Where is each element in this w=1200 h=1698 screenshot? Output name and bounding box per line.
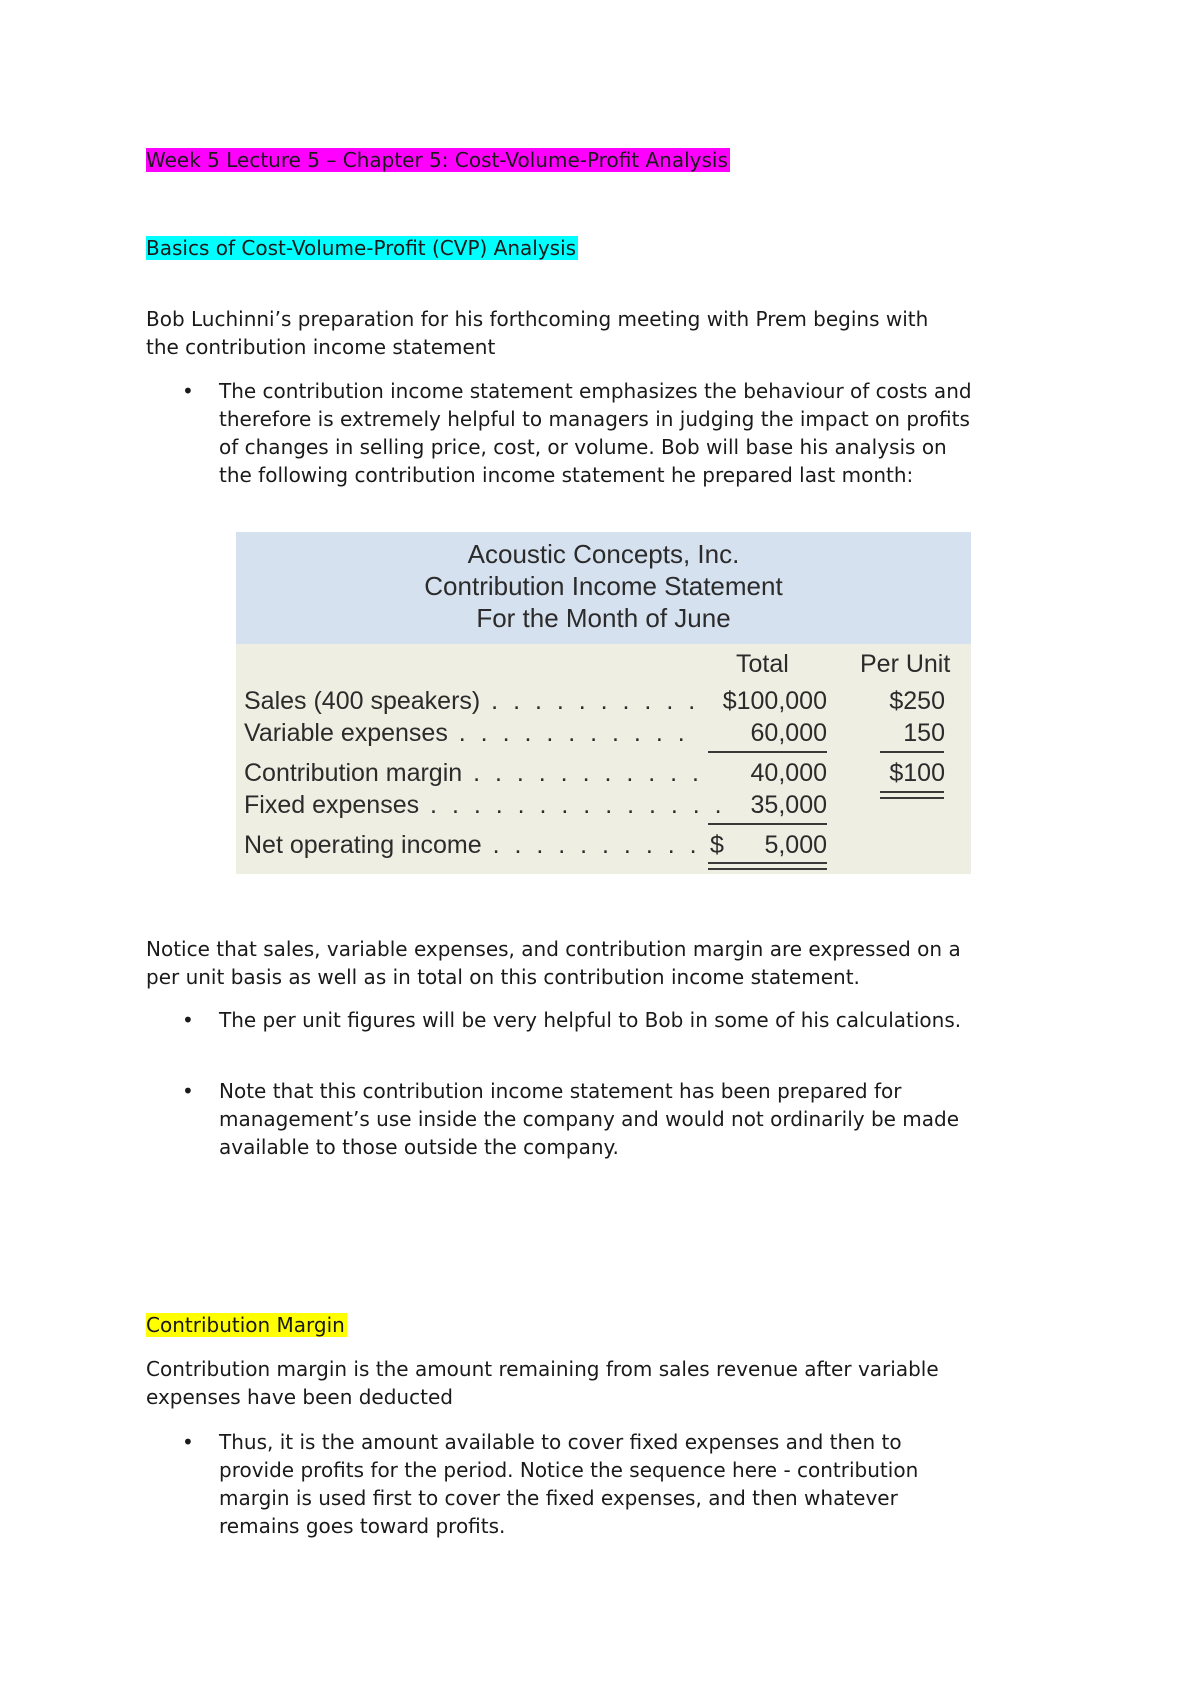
- statement-body: [236, 644, 971, 874]
- contribution-margin-definition: Contribution margin is the amount remaining from sales revenue after variable expenses have been deducted: [146, 1357, 939, 1409]
- notice-paragraph: Notice that sales, variable expenses, and contribution margin are expressed on a per unit basis as well as in total on this contribution income statement.: [146, 937, 961, 989]
- row-label-net-operating-income: Net operating income . . . . . . . . . .: [244, 831, 701, 859]
- row-label-variable-expenses: Variable expenses . . . . . . . . . . .: [244, 719, 689, 747]
- bullet-icon: •: [182, 1079, 194, 1103]
- double-rule-total: [708, 862, 827, 870]
- bullet-icon: •: [182, 1008, 194, 1032]
- column-header-total: Total: [736, 650, 789, 678]
- row-label-sales: Sales (400 speakers) . . . . . . . . . .: [244, 687, 700, 715]
- section-title-contribution-margin: Contribution Margin: [146, 1313, 345, 1337]
- variable-expenses-per-unit: 150: [903, 719, 945, 747]
- row-label-fixed-expenses: Fixed expenses . . . . . . . . . . . . . .: [244, 791, 726, 819]
- intro-paragraph: Bob Luchinni’s preparation for his forthcoming meeting with Prem begins with the contribution income statement: [146, 307, 929, 359]
- sales-total: $100,000: [722, 687, 827, 715]
- statement-header: [236, 532, 971, 644]
- subtotal-rule-fixed: [708, 823, 827, 825]
- double-rule-per-unit: [880, 791, 944, 799]
- fixed-expenses-total: 35,000: [750, 791, 827, 819]
- bullet-icon: •: [182, 1430, 194, 1454]
- contribution-margin-total: 40,000: [750, 759, 827, 787]
- page-heading: Week 5 Lecture 5 – Chapter 5: Cost-Volume-Profit Analysis: [146, 148, 728, 172]
- row-label-contribution-margin: Contribution margin . . . . . . . . . . .: [244, 759, 703, 787]
- net-income-dollar-sign: $: [710, 831, 724, 859]
- section-title-cvp-basics: Basics of Cost-Volume-Profit (CVP) Analysis: [146, 236, 577, 260]
- statement-title: Contribution Income Statement: [424, 571, 783, 601]
- company-name: Acoustic Concepts, Inc.: [467, 539, 740, 569]
- column-header-per-unit: Per Unit: [860, 650, 951, 678]
- bullet-icon: •: [182, 379, 194, 403]
- subtotal-rule-total: [708, 751, 827, 753]
- sales-per-unit: $250: [889, 687, 945, 715]
- document-page: Week 5 Lecture 5 – Chapter 5: Cost-Volume-Profit Analysis Basics of Cost-Volume-Profit (CVP) Analysis Bob Luchinni’s preparation for his forthcoming meeting with Prem begins with the contribution income statement • The contribution income statement emphasizes the behaviour of costs and therefore is extremely helpful to managers in judging the impact on profits of changes in selling price, cost, or volume. Bob will base his analysis on the following contribution income statement he prepared last month: Acoustic Concepts, Inc. Contribution Income Statement For the Month of June Total Per Unit Sales (400 speakers) . . . . . . . . . . $100,000 $250 Variable expenses . . . . . . . . . . . 60,000 150 Contribution margin . . . . . . . . . . . 40,000 $100 Fixed expenses . . . . . . . . . . . . . . 35,000 Net operating income . . . . . . . . . . $ 5,000 Notice that sales, variable expenses, and contribution margin are expressed on a per unit basis as well as in total on this contribution income statement. • The per unit figures will be very helpful to Bob in some of his calculations. • Note that this contribution income statement has been prepared for management’s use inside the company and would not ordinarily be made available to those outside the company. Contribution Margin Contribution margin is the amount remaining from sales revenue after variable expenses have been deducted • Thus, it is the amount available to cover fixed expenses and then to provide profits for the period. Notice the sequence here - contribution margin is used first to cover the fixed expenses, and then whatever remains goes toward profits.: [146, 148, 972, 1538]
- net-operating-income-total: 5,000: [764, 831, 827, 859]
- contribution-margin-per-unit: $100: [889, 759, 945, 787]
- subtotal-rule-per-unit: [880, 751, 944, 753]
- income-statement-figure: [236, 532, 971, 874]
- statement-period: For the Month of June: [476, 603, 731, 633]
- variable-expenses-total: 60,000: [750, 719, 827, 747]
